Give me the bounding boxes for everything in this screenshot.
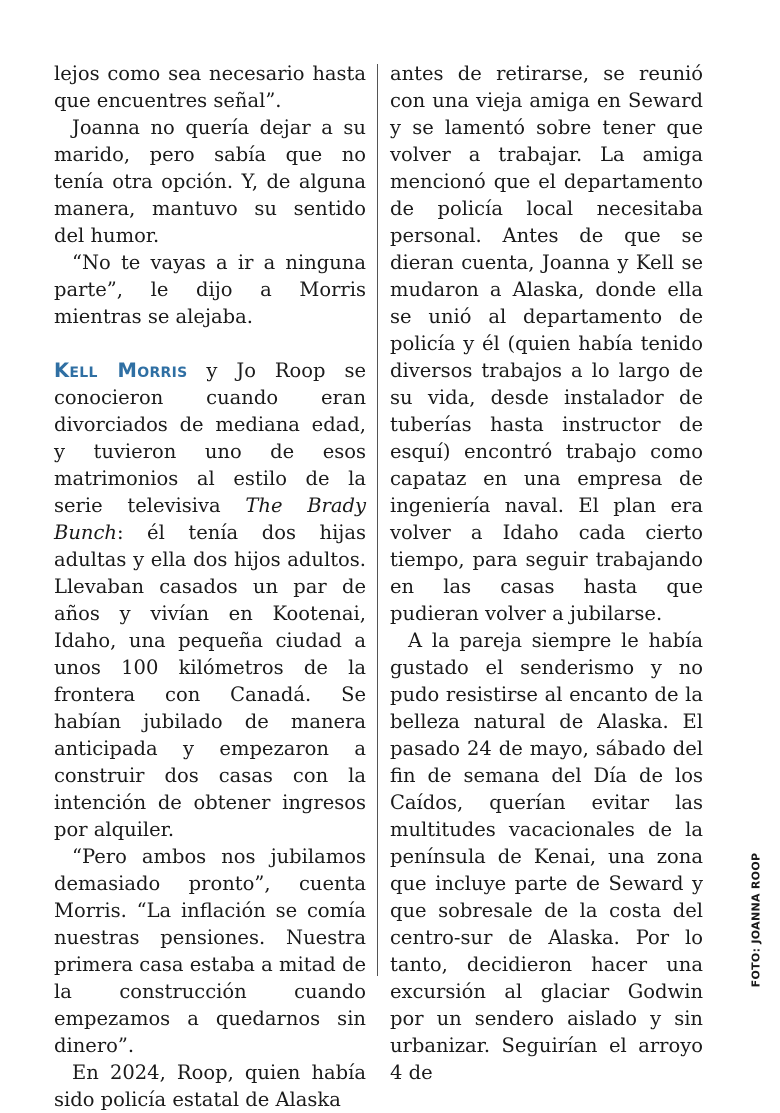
paragraph: En 2024, Roop, quien había sido policía estatal de Alaska (54, 1061, 366, 1111)
show-title: The Brady Bunch (54, 494, 366, 544)
photo-credit: FOTO: JOANNA ROOP (749, 852, 763, 988)
paragraph-section-start (54, 357, 366, 843)
paragraph: “No te vayas a ir a ninguna parte”, le dijo a Morris mientras se alejaba. (54, 251, 366, 328)
lead-in-name: Kell Morris (54, 359, 188, 382)
paragraph: lejos como sea necesario hasta que encuentres señal”. (54, 62, 366, 112)
paragraph: antes de retirarse, se reunió con una vieja amiga en Seward y se lamentó sobre tener que volver a trabajar. La amiga mencionó que el departamento de policía local necesitaba personal. Antes de que se dieran cuenta, Joanna y Kell se mudaron a Alaska, donde ella se unió al departamento de policía y él (quien había tenido diversos trabajos a lo largo de su vida, desde instalador de tuberías hasta instructor de esquí) encontró trabajo como capataz en una empresa de ingeniería naval. El plan era volver a Idaho cada cierto tiempo, para seguir trabajando en las casas hasta que pudieran volver a jubilarse. (390, 62, 703, 625)
paragraph: A la pareja siempre le había gustado el senderismo y no pudo resistirse al encanto de la belleza natural de Alaska. El pasado 24 de mayo, sábado del fin de semana del Día de los Caídos, querían evitar las multitudes vacacionales de la península de Kenai, una zona que incluye parte de Seward y que sobresale de la costa del centro-sur de Alaska. Por lo tanto, decidieron hacer una excursión al glaciar Godwin por un sendero aislado y sin urbanizar. Seguirían el arroyo 4 de (390, 629, 703, 1084)
paragraph: “Pero ambos nos jubilamos demasiado pronto”, cuenta Morris. “La inflación se comía nuestras pensiones. Nuestra primera casa estaba a mitad de la construcción cuando empezamos a quedarnos sin dinero”. (54, 845, 366, 1057)
paragraph: Joanna no quería dejar a su marido, pero sabía que no tenía otra opción. Y, de alguna manera, mantuvo su sentido del humor. (54, 116, 366, 247)
column-divider (377, 64, 378, 976)
paragraph-text: : él tenía dos hijas adultas y ella dos hijos adultos. Llevaban casados un par de años y vivían en Kootenai, Idaho, una pequeña ciudad a unos 100 kilómetros de la frontera con Canadá. Se habían jubilado de manera anticipada y empezaron a construir dos casas con la intención de obtener ingresos por alquiler. (54, 521, 366, 841)
right-column (390, 60, 703, 1086)
left-column (54, 60, 366, 1113)
paragraph-text: y Jo Roop se conocieron cuando eran divorciados de mediana edad, y tuvieron uno de esos matrimonios al estilo de la serie televisiva (54, 359, 366, 517)
